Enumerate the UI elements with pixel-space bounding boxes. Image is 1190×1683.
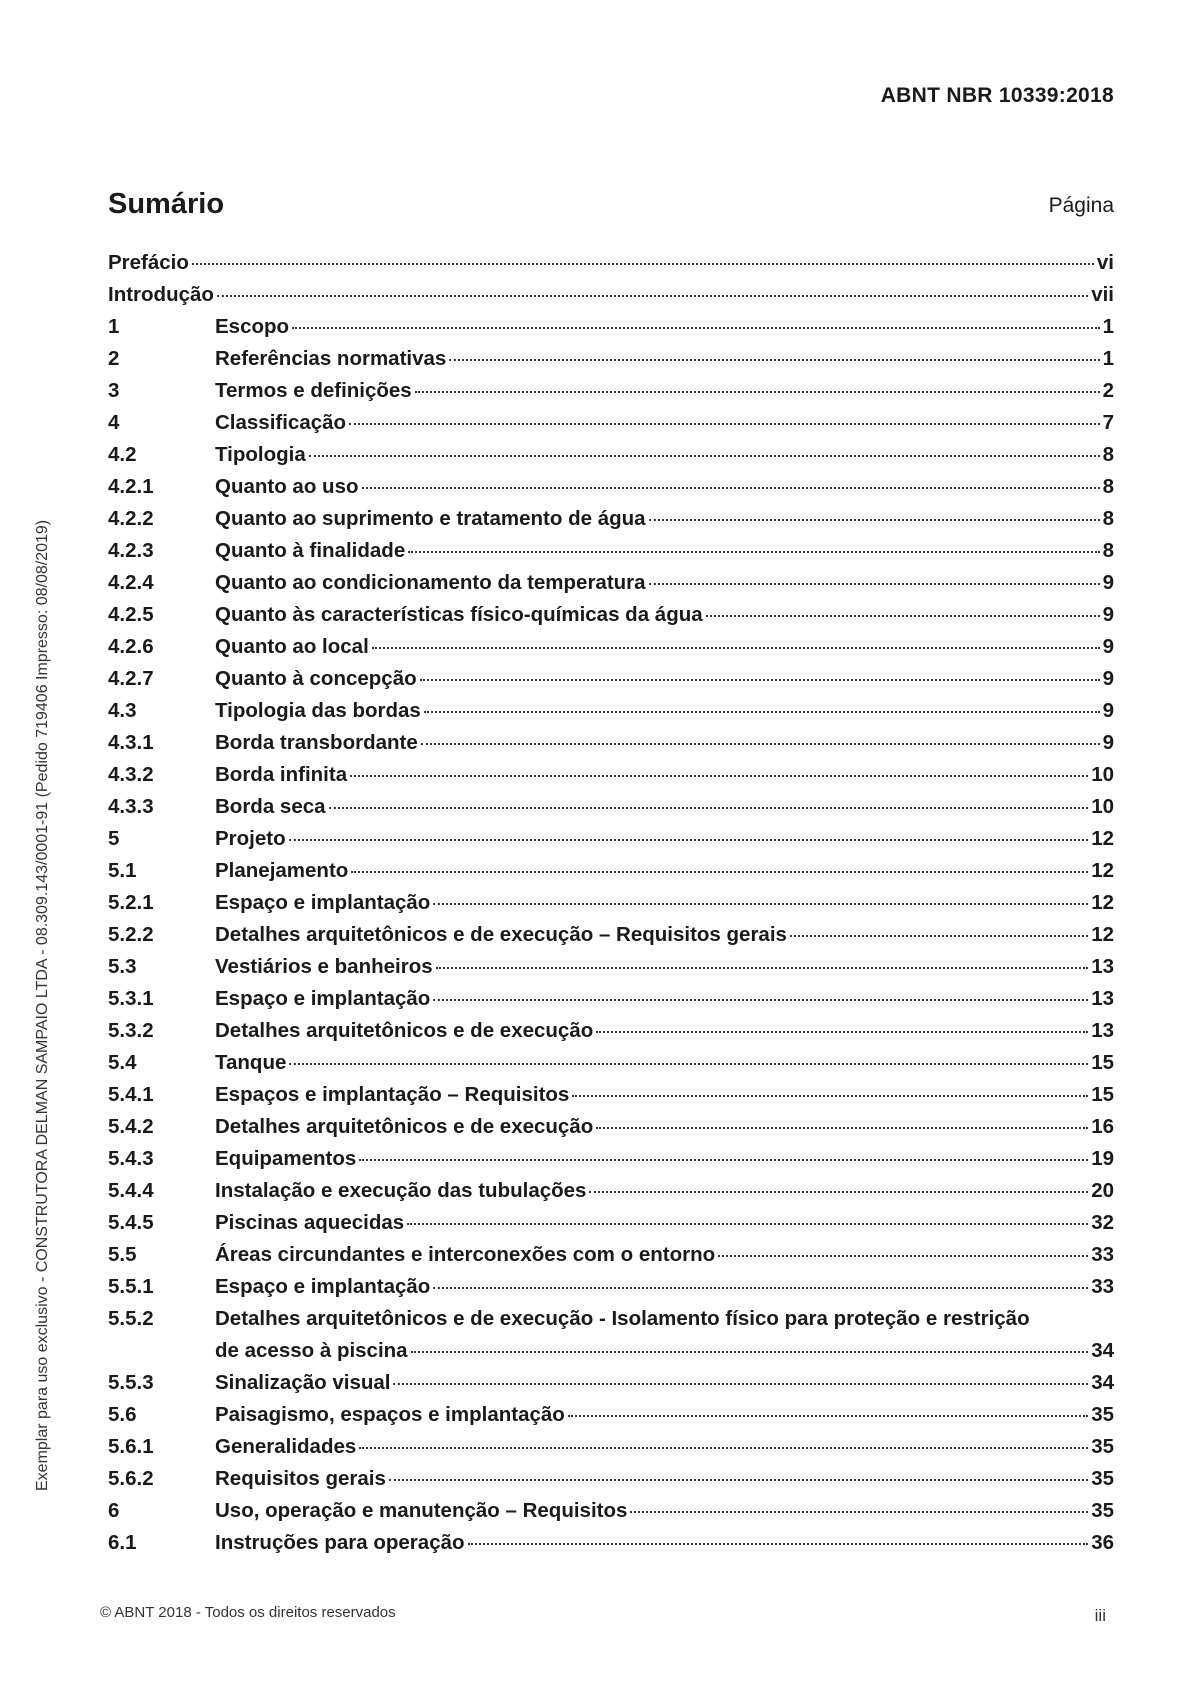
toc-entry[interactable] [108, 535, 1114, 567]
toc-title: Sumário [108, 188, 225, 220]
toc-dot-leader [433, 999, 1088, 1001]
toc-entry[interactable] [108, 855, 1114, 887]
toc-entry[interactable] [108, 1143, 1114, 1175]
toc-entry-page: 13 [1091, 987, 1114, 1010]
toc-dot-leader [572, 1095, 1088, 1097]
toc-entry-line [215, 955, 1114, 979]
toc-entry-number: 5.4.1 [108, 1083, 154, 1106]
toc-entry-page: 35 [1091, 1467, 1114, 1490]
toc-entry-line [215, 1403, 1114, 1427]
toc-entry-line [215, 731, 1114, 755]
toc-entry-number: 5.4.2 [108, 1115, 154, 1138]
toc-dot-leader [468, 1543, 1089, 1545]
toc-entry[interactable] [108, 791, 1114, 823]
toc-entry-label: Generalidades [215, 1435, 357, 1458]
toc-entry[interactable] [108, 1463, 1114, 1495]
toc-entry-label: Detalhes arquitetônicos e de execução [215, 1019, 594, 1042]
toc-entry-number: 4.2.2 [108, 507, 154, 530]
toc-entry-number: 5.4 [108, 1051, 137, 1074]
toc-dot-leader [433, 903, 1088, 905]
toc-entry[interactable] [108, 663, 1114, 695]
side-watermark-note: Exemplar para uso exclusivo - CONSTRUTORA DELMAN SAMPAIO LTDA - 08.309.143/0001-91 (Pedido 719406 Impresso: 08/08/2019) [34, 519, 51, 1491]
toc-entry-line [215, 1499, 1114, 1523]
toc-dot-leader [790, 935, 1088, 937]
toc-entry-label: Quanto ao uso [215, 475, 359, 498]
toc-entry-number: 5.2.2 [108, 923, 154, 946]
toc-entry-line [215, 795, 1114, 819]
toc-entry-page: 7 [1102, 411, 1114, 434]
toc-entry-label: Prefácio [108, 251, 189, 274]
toc-dot-leader [192, 263, 1094, 265]
toc-entry-page: 13 [1091, 955, 1114, 978]
toc-entry-number: 4.2.1 [108, 475, 154, 498]
toc-entry-label: Projeto [215, 827, 286, 850]
toc-entry-number: 5.5 [108, 1243, 137, 1266]
toc-entry-line [215, 347, 1114, 371]
toc-entry-line [215, 1435, 1114, 1459]
toc-entry[interactable] [108, 503, 1114, 535]
toc-entry-line [215, 1371, 1114, 1395]
toc-entry-number: 5.5.3 [108, 1371, 154, 1394]
toc-entry-label: Piscinas aquecidas [215, 1211, 405, 1234]
toc-entry-page: 10 [1091, 795, 1114, 818]
toc-entry-line [215, 987, 1114, 1011]
toc-entry-label: Quanto à finalidade [215, 539, 406, 562]
toc-entry-line [215, 443, 1114, 467]
toc-entry-label: Detalhes arquitetônicos e de execução – Requisitos gerais [215, 923, 787, 946]
toc-entry[interactable] [108, 1175, 1114, 1207]
toc-entry[interactable] [108, 1207, 1114, 1239]
toc-entry-label: Paisagismo, espaços e implantação [215, 1403, 565, 1426]
toc-entry[interactable] [108, 1367, 1114, 1399]
toc-entry-line [215, 1179, 1114, 1203]
toc-entry-line [215, 859, 1114, 883]
table-of-contents [108, 247, 1114, 1559]
toc-entry-page: 34 [1091, 1371, 1114, 1394]
toc-entry-number: 5.3 [108, 955, 137, 978]
toc-entry[interactable] [108, 823, 1114, 855]
toc-entry-page: 35 [1091, 1435, 1114, 1458]
toc-entry-number: 4.3.2 [108, 763, 154, 786]
toc-dot-leader [217, 295, 1088, 297]
toc-entry-label: Tanque [215, 1051, 287, 1074]
toc-entry[interactable] [108, 1495, 1114, 1527]
toc-entry-number: 5.4.5 [108, 1211, 154, 1234]
toc-entry-line [215, 1083, 1114, 1107]
toc-entry[interactable] [108, 311, 1114, 343]
toc-dot-leader [718, 1255, 1088, 1257]
toc-entry-line [215, 667, 1114, 691]
toc-entry-label: Sinalização visual [215, 1371, 391, 1394]
toc-entry-number: 3 [108, 379, 120, 402]
toc-entry-number: 4.3 [108, 699, 137, 722]
toc-entry-line [215, 699, 1114, 723]
toc-entry-page: 9 [1102, 667, 1114, 690]
toc-entry-line [215, 763, 1114, 787]
toc-entry-label: Equipamentos [215, 1147, 357, 1170]
toc-entry-label: Detalhes arquitetônicos e de execução - Isolamento físico para proteção e restrição [215, 1307, 1030, 1330]
footer-page-number: iii [1094, 1606, 1106, 1625]
toc-entry-label: Planejamento [215, 859, 349, 882]
toc-entry-number: 4.3.1 [108, 731, 154, 754]
toc-entry-number: 5.3.2 [108, 1019, 154, 1042]
toc-dot-leader [407, 1223, 1088, 1225]
toc-page-column-label: Página [1048, 194, 1114, 217]
toc-dot-leader [630, 1511, 1088, 1513]
toc-entry-number: 4.2.6 [108, 635, 154, 658]
toc-entry[interactable] [108, 471, 1114, 503]
toc-entry-page: 15 [1091, 1051, 1114, 1074]
toc-entry[interactable] [108, 1047, 1114, 1079]
toc-entry[interactable] [108, 983, 1114, 1015]
toc-entry-line [108, 283, 1114, 307]
toc-entry-page: 9 [1102, 699, 1114, 722]
toc-entry-page: 10 [1091, 763, 1114, 786]
toc-entry-line [215, 539, 1114, 563]
toc-dot-leader [372, 647, 1100, 649]
toc-entry-label: Referências normativas [215, 347, 447, 370]
toc-entry-line [215, 411, 1114, 435]
toc-entry-label: Tipologia das bordas [215, 699, 421, 722]
toc-dot-leader [596, 1127, 1088, 1129]
toc-dot-leader [408, 551, 1099, 553]
toc-entry-page: 8 [1102, 443, 1114, 466]
toc-entry-page: 15 [1091, 1083, 1114, 1106]
toc-entry-page: 8 [1102, 475, 1114, 498]
toc-entry[interactable] [108, 631, 1114, 663]
document-code: ABNT NBR 10339:2018 [880, 84, 1114, 107]
toc-entry-line [215, 635, 1114, 659]
toc-dot-leader [351, 871, 1088, 873]
toc-entry-label: Quanto à concepção [215, 667, 417, 690]
toc-entry-page: 12 [1091, 891, 1114, 914]
toc-entry-line [215, 603, 1114, 627]
toc-entry-label: Introdução [108, 283, 214, 306]
toc-entry-label: Requisitos gerais [215, 1467, 386, 1490]
toc-entry-line [108, 251, 1114, 275]
toc-entry-label: Borda transbordante [215, 731, 418, 754]
toc-dot-leader [289, 1063, 1088, 1065]
toc-dot-leader [424, 711, 1100, 713]
toc-entry-number: 2 [108, 347, 120, 370]
toc-entry-line [215, 827, 1114, 851]
toc-entry-page: 1 [1102, 347, 1114, 370]
toc-entry-page: 19 [1091, 1147, 1114, 1170]
toc-entry-label: Espaços e implantação – Requisitos [215, 1083, 570, 1106]
toc-entry-number: 4.2.5 [108, 603, 154, 626]
toc-dot-leader [411, 1351, 1089, 1353]
toc-dot-leader [362, 487, 1100, 489]
toc-entry[interactable] [108, 919, 1114, 951]
toc-entry-page: 8 [1102, 539, 1114, 562]
toc-entry-page: 20 [1091, 1179, 1114, 1202]
toc-entry-number: 6 [108, 1499, 120, 1522]
toc-entry-label-continued: de acesso à piscina [215, 1339, 408, 1362]
toc-entry-label: Classificação [215, 411, 347, 434]
toc-entry-number: 5.4.4 [108, 1179, 154, 1202]
toc-entry-label: Instalação e execução das tubulações [215, 1179, 587, 1202]
toc-entry-label: Espaço e implantação [215, 1275, 431, 1298]
toc-entry-label: Borda seca [215, 795, 326, 818]
toc-entry-page: vii [1091, 283, 1114, 306]
toc-entry[interactable] [108, 567, 1114, 599]
toc-entry-line [215, 571, 1114, 595]
toc-entry[interactable] [108, 439, 1114, 471]
toc-entry-page: 33 [1091, 1243, 1114, 1266]
toc-entry-page: 9 [1102, 635, 1114, 658]
toc-entry-page: 12 [1091, 923, 1114, 946]
toc-entry-number: 4.2.4 [108, 571, 154, 594]
toc-dot-leader [568, 1415, 1088, 1417]
toc-entry-label: Uso, operação e manutenção – Requisitos [215, 1499, 628, 1522]
toc-entry-line [215, 1115, 1114, 1139]
toc-entry-page: 16 [1091, 1115, 1114, 1138]
toc-entry[interactable] [108, 1399, 1114, 1431]
toc-entry-number: 5.6.2 [108, 1467, 154, 1490]
toc-entry-line [215, 1307, 1114, 1363]
toc-dot-leader [350, 775, 1088, 777]
toc-entry[interactable] [108, 1271, 1114, 1303]
toc-entry-number: 5.2.1 [108, 891, 154, 914]
toc-entry[interactable] [108, 279, 1114, 311]
toc-entry-page: 9 [1102, 603, 1114, 626]
toc-entry-label: Tipologia [215, 443, 306, 466]
toc-entry-page: 9 [1102, 731, 1114, 754]
toc-entry[interactable] [108, 887, 1114, 919]
toc-entry-label: Instruções para operação [215, 1531, 465, 1554]
toc-entry[interactable] [108, 1303, 1114, 1367]
toc-entry-line [215, 1243, 1114, 1267]
toc-entry-line [215, 475, 1114, 499]
toc-entry-label: Quanto ao suprimento e tratamento de água [215, 507, 646, 530]
toc-entry[interactable] [108, 599, 1114, 631]
toc-dot-leader [289, 839, 1089, 841]
footer-copyright: © ABNT 2018 - Todos os direitos reservados [100, 1604, 396, 1621]
toc-entry-line [215, 1275, 1114, 1299]
toc-dot-leader [415, 391, 1100, 393]
toc-entry-page: 12 [1091, 827, 1114, 850]
toc-entry-page: 9 [1102, 571, 1114, 594]
toc-entry-page: 33 [1091, 1275, 1114, 1298]
toc-entry-number: 5.6 [108, 1403, 137, 1426]
toc-dot-leader [706, 615, 1100, 617]
toc-entry-number: 4.2 [108, 443, 137, 466]
toc-entry-number: 5.5.1 [108, 1275, 154, 1298]
toc-entry-line [215, 1051, 1114, 1075]
toc-entry-page: 12 [1091, 859, 1114, 882]
toc-entry-number: 1 [108, 315, 120, 338]
toc-entry-page: 36 [1091, 1531, 1114, 1554]
toc-entry[interactable] [108, 1431, 1114, 1463]
toc-entry-line [215, 923, 1114, 947]
toc-entry[interactable] [108, 1079, 1114, 1111]
toc-entry-page: 2 [1102, 379, 1114, 402]
toc-entry-number: 5.3.1 [108, 987, 154, 1010]
toc-entry-page: 35 [1091, 1403, 1114, 1426]
toc-entry-line [215, 315, 1114, 339]
toc-entry-page: 32 [1091, 1211, 1114, 1234]
toc-entry-label: Escopo [215, 315, 290, 338]
toc-entry-line [215, 1211, 1114, 1235]
toc-entry-page: 34 [1091, 1339, 1114, 1362]
toc-entry[interactable] [108, 407, 1114, 439]
toc-entry-number: 6.1 [108, 1531, 137, 1554]
toc-entry-page: 13 [1091, 1019, 1114, 1042]
toc-dot-leader [589, 1191, 1088, 1193]
toc-entry[interactable] [108, 951, 1114, 983]
toc-entry-label: Vestiários e banheiros [215, 955, 433, 978]
toc-dot-leader [359, 1159, 1088, 1161]
toc-entry-number: 4.2.3 [108, 539, 154, 562]
toc-dot-leader [309, 455, 1100, 457]
toc-entry[interactable] [108, 1527, 1114, 1559]
toc-entry-line [215, 1147, 1114, 1171]
toc-entry-line [215, 379, 1114, 403]
toc-dot-leader [389, 1479, 1088, 1481]
toc-entry-label: Quanto ao local [215, 635, 369, 658]
toc-dot-leader [649, 583, 1100, 585]
toc-entry-label: Borda infinita [215, 763, 348, 786]
toc-dot-leader [329, 807, 1089, 809]
toc-dot-leader [433, 1287, 1088, 1289]
toc-dot-leader [420, 679, 1100, 681]
toc-entry-page: 35 [1091, 1499, 1114, 1522]
toc-entry[interactable] [108, 375, 1114, 407]
toc-entry-number: 4 [108, 411, 120, 434]
toc-entry[interactable] [108, 727, 1114, 759]
toc-entry-number: 4.2.7 [108, 667, 154, 690]
toc-entry-label: Quanto ao condicionamento da temperatura [215, 571, 646, 594]
toc-dot-leader [349, 423, 1100, 425]
toc-entry-line [215, 891, 1114, 915]
toc-entry[interactable] [108, 1239, 1114, 1271]
toc-entry[interactable] [108, 247, 1114, 279]
toc-entry-label: Termos e definições [215, 379, 412, 402]
toc-entry-number: 5.6.1 [108, 1435, 154, 1458]
toc-entry-number: 5.5.2 [108, 1307, 154, 1330]
toc-entry-line [215, 507, 1114, 531]
toc-entry-page: 1 [1102, 315, 1114, 338]
toc-dot-leader [436, 967, 1089, 969]
toc-entry[interactable] [108, 343, 1114, 375]
toc-entry-number: 5.1 [108, 859, 137, 882]
toc-entry[interactable] [108, 759, 1114, 791]
toc-entry-number: 5.4.3 [108, 1147, 154, 1170]
toc-entry-number: 4.3.3 [108, 795, 154, 818]
toc-entry-label: Espaço e implantação [215, 891, 431, 914]
toc-dot-leader [292, 327, 1100, 329]
toc-dot-leader [421, 743, 1100, 745]
toc-entry-label: Detalhes arquitetônicos e de execução [215, 1115, 594, 1138]
toc-dot-leader [449, 359, 1099, 361]
toc-entry[interactable] [108, 695, 1114, 727]
toc-entry-line [215, 1467, 1114, 1491]
toc-entry-line [215, 1531, 1114, 1555]
toc-entry-number: 5 [108, 827, 120, 850]
toc-entry-label: Quanto às características físico-químicas da água [215, 603, 703, 626]
toc-dot-leader [596, 1031, 1088, 1033]
toc-dot-leader [359, 1447, 1088, 1449]
toc-entry-page: 8 [1102, 507, 1114, 530]
toc-dot-leader [649, 519, 1100, 521]
toc-entry-line [215, 1019, 1114, 1043]
toc-entry-label: Áreas circundantes e interconexões com o entorno [215, 1243, 716, 1266]
toc-entry[interactable] [108, 1111, 1114, 1143]
toc-dot-leader [393, 1383, 1088, 1385]
toc-entry-label: Espaço e implantação [215, 987, 431, 1010]
toc-entry-page: vi [1096, 251, 1114, 274]
toc-entry[interactable] [108, 1015, 1114, 1047]
